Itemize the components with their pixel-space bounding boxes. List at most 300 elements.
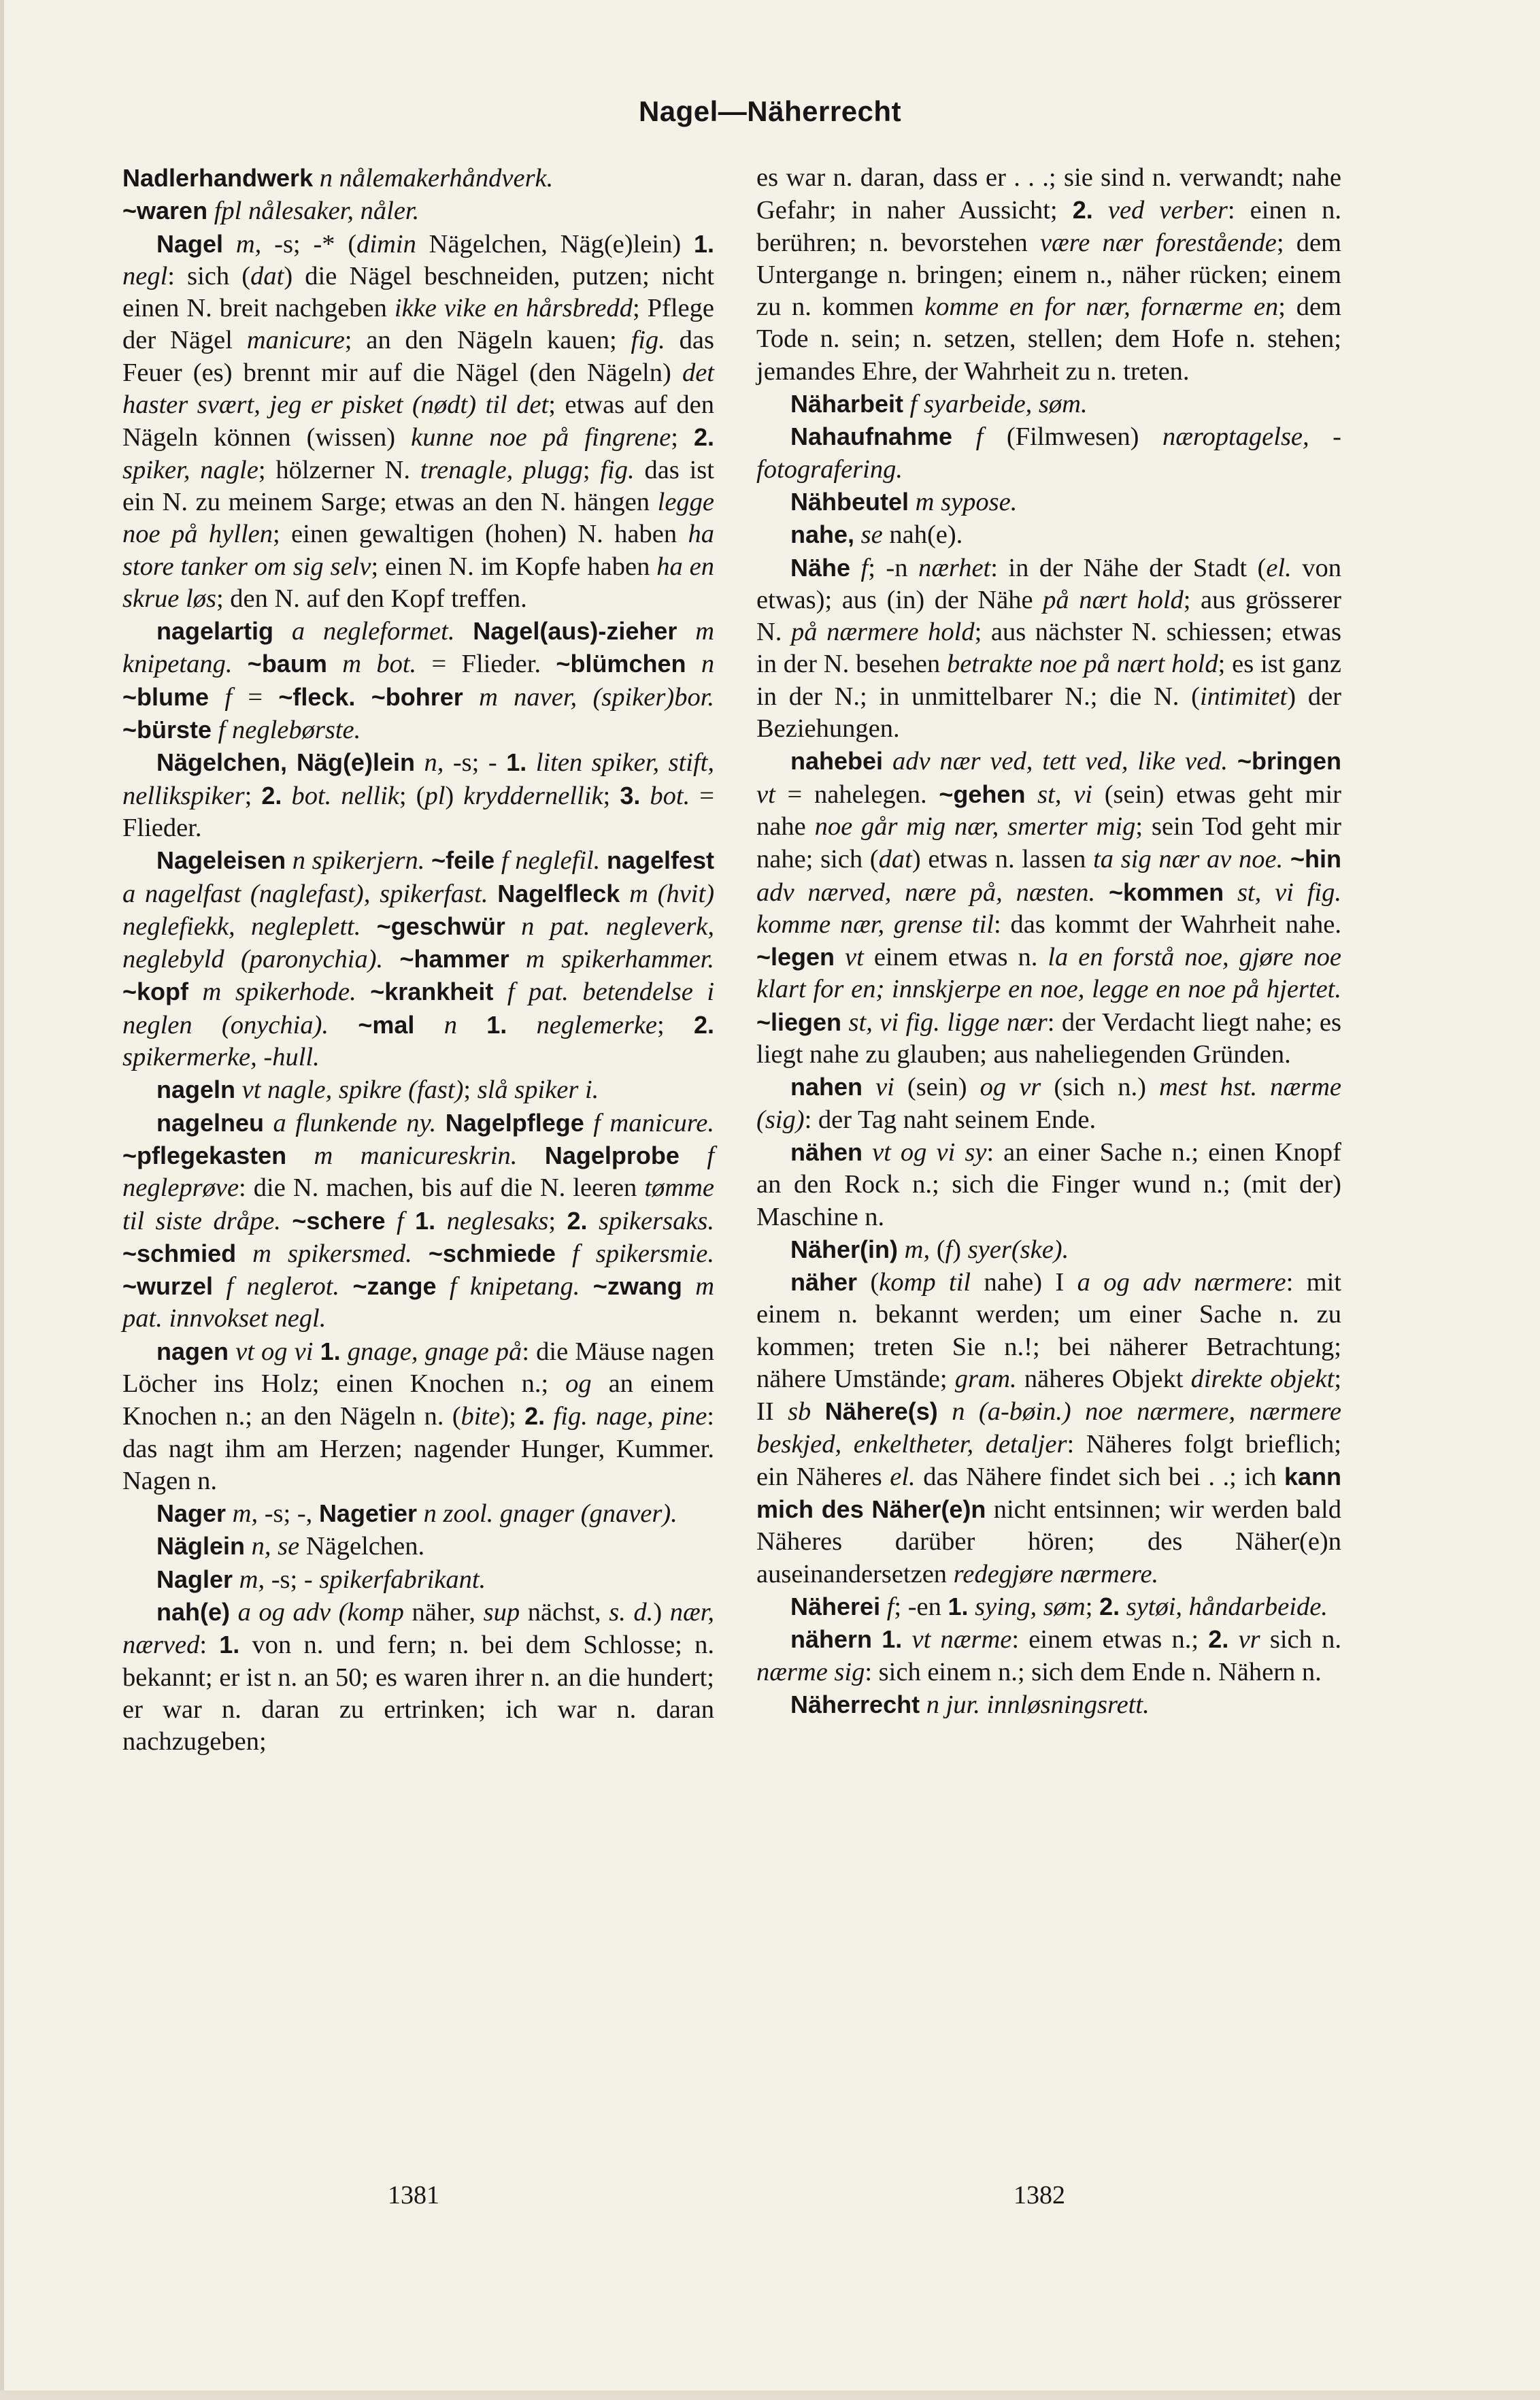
- headword: nahen: [790, 1073, 863, 1101]
- translation-text: noe går mig nær, smerter mig: [814, 812, 1136, 841]
- translation-text: st, vi: [1037, 780, 1092, 809]
- headword: ~feile: [431, 846, 495, 875]
- translation-text: f syarbeide, søm.: [909, 390, 1088, 419]
- entry-text: [341, 1337, 348, 1366]
- entry-text: [686, 650, 701, 678]
- entry-text: [1093, 196, 1108, 224]
- entry-text: [920, 1690, 926, 1719]
- entry-text: [495, 846, 501, 875]
- entry-text: ): [653, 1598, 670, 1627]
- entry-text: ;: [671, 423, 694, 452]
- entry-text: von n. und fern; n. bei dem Schlosse; n. bekannt; er ist n. an 50; es waren ihrer n. an die hundert; er war n. daran zu ertrinken; ich war n. daran nachzugeben;: [122, 1631, 714, 1756]
- translation-text: f knipetang.: [449, 1272, 580, 1301]
- headword: Nähbeutel: [790, 487, 909, 516]
- translation-text: f neglerot.: [226, 1272, 340, 1301]
- entry-text: );: [500, 1402, 525, 1431]
- translation-text: intimitet: [1199, 682, 1288, 711]
- translation-text: st, vi fig. komme nær, grense til: [756, 878, 1341, 939]
- headword: 1.: [882, 1625, 903, 1654]
- entry-text: ; es ist ganz in der N.; in unmittelbarer N.; die N. (: [756, 650, 1341, 711]
- entry-text: [863, 1073, 875, 1101]
- translation-text: ved verber: [1107, 196, 1228, 225]
- translation-text: f: [945, 1235, 953, 1264]
- entry-text: : mit einem n. bekannt werden; um einer Sache n. zu kommen; treten Sie n.!; bei näherer Betrachtung; nähere Umstände;: [756, 1268, 1341, 1393]
- entry-text: [880, 1593, 887, 1621]
- entry-text: :: [199, 1631, 220, 1660]
- dictionary-entry: [756, 162, 1341, 388]
- entry-text: = Flieder.: [416, 650, 556, 679]
- entry-text: ; einen gewaltigen (hohen) N. haben: [272, 520, 688, 549]
- headword: ~fleck.: [278, 682, 356, 711]
- entry-text: ; -n: [868, 553, 918, 582]
- headword: 1.: [506, 748, 527, 777]
- entry-text: = Flieder.: [122, 781, 715, 842]
- translation-text: vt: [756, 780, 775, 809]
- entry-text: ; hölzerner N.: [258, 455, 420, 484]
- entry-text: ; an den Nägeln kauen;: [344, 326, 631, 355]
- translation-text: dat: [250, 261, 284, 290]
- translation-text: f neglebørste.: [218, 716, 361, 745]
- entry-text: [517, 1141, 544, 1170]
- headword: ~blume: [122, 682, 210, 711]
- headword: nagelfest: [606, 846, 715, 875]
- entry-text: -s; -* (: [261, 229, 357, 259]
- entry-text: ;: [463, 1076, 478, 1105]
- entry-text: [505, 912, 521, 941]
- translation-text: bot. nellik: [291, 781, 399, 810]
- dictionary-entry: [122, 746, 714, 844]
- headword: ~hammer: [399, 945, 509, 973]
- entry-text: Nägelchen, Näg(e)lein): [416, 229, 694, 259]
- translation-text: vt og vi: [235, 1337, 314, 1366]
- headword: Nagelfleck: [497, 879, 620, 907]
- translation-text: m,: [232, 1499, 258, 1529]
- entry-text: [383, 945, 399, 973]
- headword: Nagel: [156, 229, 224, 258]
- headword: nagen: [156, 1337, 229, 1365]
- translation-text: ha store tanker om sig selv: [122, 520, 714, 581]
- headword: Nagelprobe: [544, 1141, 680, 1169]
- translation-text: kunne noe på fingrene: [411, 423, 671, 452]
- entry-text: [230, 1598, 238, 1627]
- entry-text: : die Mäuse nagen Löcher ins Holz; einen Knochen n.;: [122, 1337, 714, 1398]
- entry-text: (: [857, 1268, 880, 1297]
- translation-text: og: [565, 1369, 592, 1398]
- entry-text: [329, 1011, 358, 1039]
- entry-text: [286, 846, 292, 875]
- translation-text: kryddernellik: [463, 781, 603, 810]
- right-column: [756, 162, 1341, 1721]
- translation-text: pl: [424, 781, 446, 810]
- entry-text: [424, 846, 431, 875]
- translation-text: betrakte noe på nært hold: [946, 650, 1218, 679]
- entry-text: ; dem Tode n. sein; n. setzen, stellen; dem Hofe n. stehen; jemandes Ehre, der Wahrheit zu n. treten.: [756, 293, 1341, 386]
- dictionary-entry: [122, 615, 714, 746]
- entry-text: [212, 716, 218, 744]
- dictionary-entry: [756, 1071, 1341, 1136]
- entry-text: an einem Knochen n.; an den Nägeln n. (: [122, 1369, 714, 1431]
- translation-text: spikerfabrikant.: [319, 1565, 486, 1594]
- headword: ~zwang: [592, 1272, 682, 1301]
- entry-text: ; den N. auf den Kopf treffen.: [216, 584, 527, 613]
- translation-text: komme en for nær, fornærme en: [924, 293, 1279, 322]
- translation-text: vt nagle, spikre (fast): [241, 1076, 464, 1105]
- entry-text: [1025, 780, 1037, 809]
- headword: Nahaufnahme: [790, 422, 953, 451]
- entry-text: nächst,: [520, 1598, 609, 1627]
- headword: ~zange: [352, 1272, 437, 1301]
- entry-text: Nägelchen.: [299, 1532, 425, 1561]
- entry-text: [938, 1397, 952, 1426]
- entry-text: [902, 1625, 911, 1654]
- headword: ~blümchen: [556, 650, 686, 678]
- translation-text: ikke vike en hårsbredd: [394, 294, 633, 323]
- headword: nahebei: [790, 747, 884, 776]
- translation-text: vt: [845, 943, 864, 972]
- translation-text: m,: [904, 1235, 931, 1264]
- entry-text: -s; -: [265, 1565, 320, 1594]
- translation-text: m knipetang.: [122, 617, 715, 679]
- entry-text: (Filmwesen): [983, 422, 1162, 452]
- headword: nagelneu: [156, 1108, 265, 1137]
- dictionary-entry: [122, 1596, 714, 1758]
- entry-text: nahe) I: [971, 1268, 1077, 1297]
- headword: ~waren: [122, 197, 208, 225]
- entry-text: : die N. machen, bis auf die N. leeren: [239, 1173, 645, 1203]
- entry-text: [457, 1011, 486, 1039]
- translation-text: legge noe på hyllen: [122, 487, 714, 549]
- translation-text: f neglefil.: [501, 846, 601, 876]
- translation-text: f: [224, 682, 233, 712]
- entry-text: [526, 748, 536, 777]
- entry-text: ): [445, 781, 464, 810]
- translation-text: m (hvit) neglefiekk, negleplett.: [122, 879, 715, 941]
- entry-text: [386, 1207, 397, 1235]
- translation-text: se: [860, 520, 883, 550]
- headword: 2.: [261, 781, 282, 810]
- entry-text: ) etwas n. lassen: [911, 845, 1094, 874]
- translation-text: n: [443, 1010, 457, 1039]
- entry-text: [281, 1207, 292, 1235]
- entry-text: [580, 1272, 592, 1301]
- entry-text: ;: [657, 1010, 694, 1039]
- translation-text: a og adv nærmere: [1077, 1268, 1286, 1297]
- headword: ~wurzel: [122, 1272, 214, 1301]
- entry-text: [898, 1235, 905, 1264]
- headword: ~schmiede: [428, 1239, 556, 1267]
- entry-text: = nahelegen.: [775, 780, 939, 809]
- translation-text: m,: [235, 229, 262, 259]
- entry-text: [493, 978, 507, 1006]
- entry-text: [620, 880, 629, 908]
- translation-text: på nært hold: [1043, 585, 1184, 614]
- headword: 1.: [693, 229, 714, 258]
- headword: Näglein: [156, 1532, 246, 1561]
- translation-text: næroptagelse, -fotografering.: [756, 422, 1342, 484]
- entry-text: : der Verdacht liegt nahe; es liegt nahe zu glauben; aus naheliegenden Gründen.: [756, 1007, 1341, 1069]
- headword: 3.: [620, 781, 641, 810]
- entry-text: [872, 1625, 882, 1654]
- entry-text: : in der Nähe der Stadt (: [990, 553, 1267, 582]
- translation-text: spikermerke, -hull.: [122, 1043, 320, 1072]
- entry-text: : einen n. berühren; n. bevorstehen: [756, 196, 1342, 257]
- translation-text: m spikersmed.: [252, 1239, 412, 1268]
- entry-text: [1095, 878, 1109, 907]
- translation-text: n pat. negleverk, neglebyld (paronychia).: [122, 912, 715, 974]
- entry-text: : der Tag naht seinem Ende.: [804, 1105, 1097, 1134]
- entry-text: näheres Objekt: [1016, 1364, 1191, 1393]
- entry-text: [1120, 1593, 1126, 1621]
- dictionary-entry: [122, 195, 714, 227]
- entry-text: ) die Nägel beschneiden, putzen; nicht einen N. breit nachgeben: [122, 261, 714, 323]
- translation-text: gram.: [954, 1364, 1017, 1393]
- entry-text: [584, 1109, 593, 1137]
- entry-text: [488, 880, 497, 908]
- headword: Nähe: [790, 553, 851, 582]
- entry-text: [207, 197, 214, 225]
- entry-text: [677, 617, 695, 646]
- entry-text: : an einer Sache n.; einen Knopf an den Rock n.; sich die Finger wund n.; (mit der) Maschine n.: [756, 1137, 1341, 1231]
- entry-text: [507, 1011, 536, 1039]
- headword: Nagetier: [318, 1499, 417, 1528]
- page-edge-shadow: [0, 0, 4, 2400]
- headword: 1.: [948, 1593, 969, 1621]
- dictionary-entry: [756, 388, 1341, 420]
- entry-text: das ist ein N. zu meinem Sarge; etwas an den N. hängen: [122, 455, 714, 516]
- headword: 2.: [693, 423, 714, 452]
- entry-text: [854, 520, 861, 549]
- entry-text: (sein): [894, 1073, 980, 1102]
- headword: ~pflegekasten: [122, 1141, 287, 1169]
- translation-text: m manicureskrin.: [314, 1141, 518, 1170]
- translation-text: neglesaks: [446, 1206, 549, 1235]
- entry-text: [509, 945, 526, 973]
- entry-text: [883, 747, 892, 776]
- entry-text: [863, 1138, 872, 1167]
- dictionary-entry: [122, 844, 714, 1073]
- translation-text: la en forstå noe, gjøre noe klart for en; innskjerpe en noe, legge en noe på hjertet.: [756, 943, 1341, 1004]
- headword: 2.: [694, 1010, 715, 1039]
- headword: Näherei: [790, 1593, 881, 1621]
- entry-text: [969, 1593, 975, 1621]
- translation-text: n spikerjern.: [292, 846, 425, 876]
- entry-text: [356, 978, 371, 1006]
- entry-text: [952, 422, 976, 451]
- entry-text: [339, 1272, 352, 1301]
- entry-text: [835, 943, 845, 971]
- headword: kann mich des Näher(e)n: [756, 1462, 1341, 1524]
- entry-text: ;: [582, 455, 601, 484]
- entry-text: [435, 1207, 446, 1235]
- translation-text: n zool. gnager (gnaver).: [423, 1499, 677, 1529]
- entry-text: : Näheres folgt brieflich; ein Näheres: [756, 1429, 1341, 1491]
- headword: Nähere(s): [824, 1397, 938, 1426]
- translation-text: el.: [1266, 553, 1292, 582]
- entry-text: [463, 683, 479, 712]
- entry-text: [235, 1076, 242, 1104]
- entry-text: ; sein Tod geht mir nahe; sich (: [756, 812, 1341, 874]
- translation-text: vi: [875, 1073, 894, 1102]
- entry-text: ; -en: [894, 1593, 948, 1622]
- headword: nagelartig: [156, 617, 274, 646]
- translation-text: fig.: [631, 326, 665, 355]
- headword: ~liegen: [756, 1007, 842, 1036]
- translation-text: f: [886, 1593, 894, 1622]
- translation-text: mest hst. nærme (sig): [756, 1073, 1341, 1134]
- translation-text: sying, søm: [975, 1593, 1086, 1622]
- entry-text: ) der Beziehungen.: [756, 682, 1341, 744]
- dictionary-entry: [122, 1530, 714, 1563]
- entry-text: [223, 230, 236, 259]
- entry-text: ;: [244, 781, 262, 810]
- entry-text: [588, 1207, 599, 1235]
- entry-text: -s; -,: [258, 1499, 319, 1529]
- headword: Näherrecht: [790, 1690, 920, 1718]
- entry-text: [850, 554, 861, 582]
- translation-text: spiker, nagle: [122, 455, 258, 484]
- headword: näher: [790, 1268, 858, 1297]
- headword: ~baum: [247, 650, 327, 678]
- translation-text: m,: [239, 1565, 265, 1594]
- translation-text: f: [975, 422, 984, 452]
- entry-text: [414, 1011, 443, 1039]
- headword: 1.: [320, 1337, 341, 1365]
- entry-text: sich n.: [1260, 1625, 1341, 1654]
- translation-text: fpl nålesaker, nåler.: [214, 197, 420, 226]
- headword: 1.: [219, 1631, 240, 1659]
- headword: ~bohrer: [371, 682, 463, 711]
- entry-text: [355, 683, 371, 712]
- entry-text: : das nagt ihm am Herzen; nagender Hunger, Kummer. Nagen n.: [122, 1402, 714, 1495]
- headword: ~schere: [292, 1206, 386, 1235]
- translation-text: fig. nage, pine: [553, 1402, 707, 1431]
- entry-text: [1283, 845, 1290, 873]
- entry-text: [286, 1141, 314, 1170]
- headword: ~krankheit: [370, 978, 494, 1006]
- headword: 2.: [567, 1206, 588, 1235]
- entry-text: [313, 164, 320, 193]
- entry-text: [232, 650, 247, 678]
- translation-text: st, vi fig. ligge nær: [848, 1007, 1048, 1037]
- dictionary-entry: [756, 518, 1341, 551]
- translation-text: trenagle, plugg: [420, 455, 583, 484]
- translation-text: dimin: [356, 229, 416, 259]
- entry-text: : einem etwas n.;: [1011, 1625, 1209, 1654]
- translation-text: dat: [878, 845, 912, 874]
- dictionary-entry: [122, 1335, 714, 1497]
- entry-text: ; Pflege der Nägel: [122, 294, 714, 355]
- translation-text: redegjøre nærmere.: [953, 1559, 1159, 1588]
- entry-text: [680, 1141, 707, 1170]
- entry-text: [313, 1337, 320, 1366]
- translation-text: på nærmere hold: [791, 618, 975, 647]
- translation-text: nærme sig: [756, 1657, 865, 1686]
- translation-text: sb: [788, 1397, 811, 1427]
- page-bottom-edge: [0, 2390, 1540, 2400]
- entry-text: [545, 1402, 553, 1431]
- headword: ~schmied: [122, 1239, 237, 1267]
- dictionary-entry: [122, 162, 714, 195]
- headword: Nadlerhandwerk: [122, 164, 314, 192]
- entry-text: [226, 1499, 233, 1528]
- translation-text: manicure: [246, 326, 345, 355]
- translation-text: sup: [483, 1598, 520, 1627]
- entry-text: (: [930, 1235, 945, 1264]
- translation-text: s. d.: [609, 1598, 654, 1627]
- translation-text: f pat. betendelse i neglen (onychia).: [122, 978, 715, 1039]
- headword: Nägelchen, Näg(e)lein: [156, 748, 415, 777]
- entry-text: es war n. daran, dass er . . .; sie sind n. verwandt; nahe Gefahr; in naher Aussicht;: [756, 163, 1341, 225]
- headword: 2.: [1099, 1593, 1120, 1621]
- entry-text: ;: [603, 781, 620, 810]
- headword: ~hin: [1290, 845, 1342, 873]
- entry-text: ; dem Untergange n. bringen; einem n., näher rücken; einem zu n. kommen: [756, 228, 1342, 322]
- entry-text: [233, 1565, 239, 1594]
- translation-text: f spikersmie.: [571, 1239, 714, 1268]
- entry-text: nah(e).: [882, 520, 963, 550]
- headword: ~bringen: [1237, 747, 1342, 776]
- dictionary-entry: [122, 1107, 714, 1335]
- entry-text: [229, 1337, 235, 1366]
- headword: 1.: [415, 1206, 436, 1235]
- headword: nähern: [790, 1625, 873, 1654]
- entry-text: [213, 1272, 226, 1301]
- entry-text: [841, 1008, 848, 1037]
- headword: Nager: [156, 1499, 227, 1528]
- translation-text: m spikerhode.: [202, 978, 356, 1007]
- translation-text: vr: [1238, 1625, 1260, 1654]
- entry-text: [909, 488, 916, 516]
- translation-text: f negleprøve: [122, 1141, 715, 1203]
- translation-text: spikersaks.: [599, 1206, 715, 1235]
- headword: ~mal: [358, 1010, 415, 1039]
- entry-text: [273, 617, 292, 646]
- translation-text: a negleformet.: [291, 617, 455, 646]
- entry-text: [188, 978, 203, 1006]
- headword: nah(e): [156, 1598, 230, 1627]
- headword: ~bürste: [122, 716, 212, 744]
- translation-text: syer(ske).: [967, 1235, 1069, 1264]
- translation-text: n (a-bøin.) noe nærmere, nærmere beskjed, enkeltheter, detaljer: [756, 1397, 1342, 1459]
- translation-text: n nålemakerhåndverk.: [319, 164, 554, 193]
- translation-text: n,: [424, 748, 444, 778]
- translation-text: f manicure.: [593, 1108, 715, 1137]
- entry-text: ;: [1085, 1593, 1100, 1622]
- entry-text: : sich (: [167, 261, 251, 290]
- entry-text: [412, 1239, 429, 1268]
- entry-text: [682, 1272, 695, 1301]
- entry-text: ; aus grösserer N.: [756, 585, 1341, 647]
- entry-text: von etwas); aus (in) der Nähe: [756, 553, 1342, 614]
- translation-text: bite: [461, 1402, 501, 1431]
- entry-text: =: [232, 682, 279, 712]
- dictionary-entry: [122, 1563, 714, 1596]
- headword: ~legen: [756, 943, 835, 971]
- translation-text: slå spiker i.: [477, 1076, 599, 1105]
- entry-text: : das kommt der Wahrheit nahe.: [994, 910, 1341, 939]
- entry-text: [556, 1239, 572, 1268]
- translation-text: a nagelfast (naglefast), spikerfast.: [122, 879, 488, 908]
- entry-text: [415, 748, 424, 777]
- page-number-left: 1381: [388, 2181, 439, 2210]
- running-header: Nagel—Näherrecht: [638, 95, 902, 127]
- dictionary-entry: [756, 420, 1341, 486]
- entry-text: (sein) etwas geht mir nahe: [756, 780, 1341, 841]
- translation-text: være nær forestående: [1039, 228, 1277, 257]
- headword: 2.: [1072, 196, 1093, 224]
- translation-text: n: [701, 650, 715, 679]
- headword: 2.: [1208, 1625, 1229, 1654]
